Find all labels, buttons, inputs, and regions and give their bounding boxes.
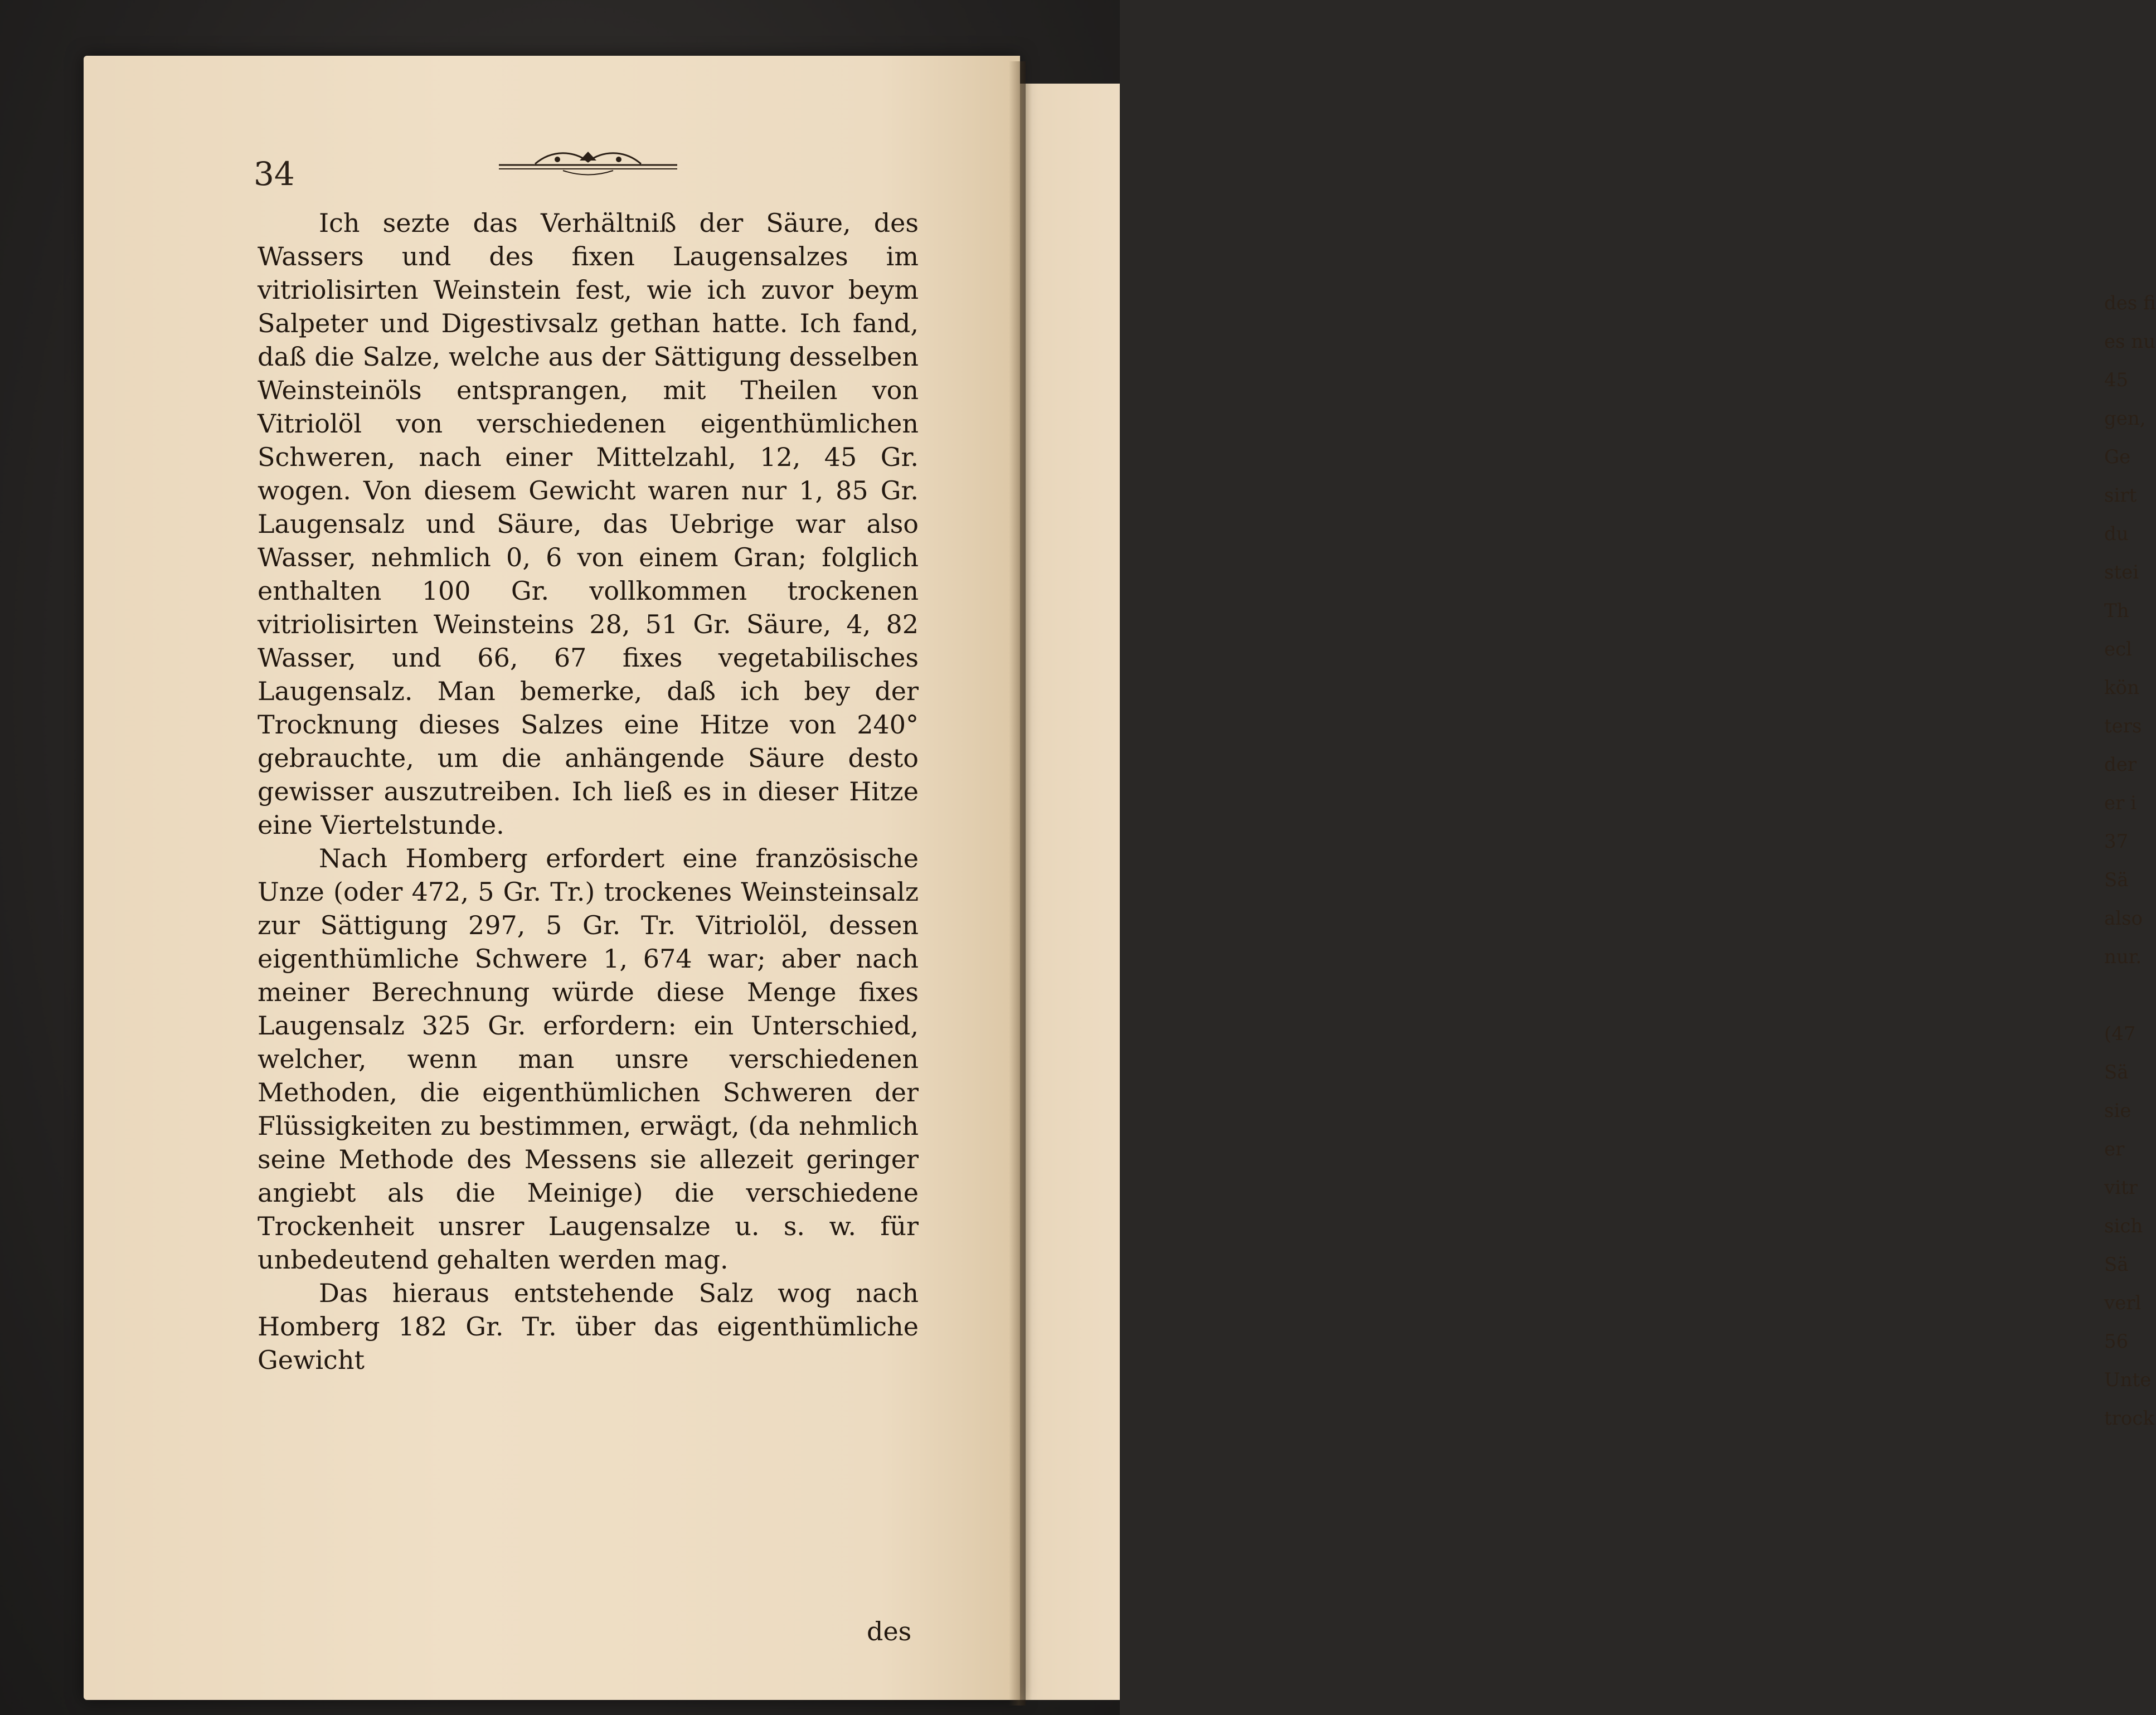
paragraph-2: Nach Homberg erfordert eine französische Unze (oder 472, 5 Gr. Tr.) trockenes Weinsteinsalz zur Sättigung 297, 5 Gr. Tr. Vitriolöl, dessen eigenthümliche Schwere 1, 674 war; aber nach meiner Berechnung würde diese Menge fixes Laugensalz 325 Gr. erfordern: ein Unterschied, welcher, wenn man unsre verschiedenen Methoden, die eigenthümlichen Schweren der Flüssigkeiten zu bestimmen, erwägt, (da nehmlich seine Methode des Messens sie allezeit geringer angiebt als die Meinige) die verschiedene Trockenheit unsrer Laugensalze u. s. w. für unbedeutend gehalten werden mag.: [258, 843, 919, 1275]
body-text: [258, 206, 919, 1377]
facing-page-line: kön: [2104, 677, 2139, 699]
facing-page-line: er: [2104, 1138, 2125, 1160]
facing-page-line: gen,: [2104, 407, 2146, 430]
facing-page-line: 56: [2104, 1330, 2129, 1353]
facing-page-line: des fi: [2104, 292, 2156, 314]
facing-page-line: 45: [2104, 369, 2129, 391]
facing-page-line: [2104, 976, 2140, 1015]
facing-page-line: stei: [2104, 561, 2139, 584]
page-number: 34: [254, 155, 295, 193]
facing-page-line: sirt: [2104, 484, 2137, 507]
facing-page-line: verl: [2104, 1292, 2142, 1314]
facing-page-line: Ge: [2104, 446, 2131, 468]
facing-page-line: Sä: [2104, 869, 2129, 891]
ornament-icon: [496, 144, 680, 177]
paragraph-1: Ich sezte das Verhältniß der Säure, des Wassers und des fixen Laugensalzes im vitriolisirten Weinstein fest, wie ich zuvor beym Salpeter und Digestivsalz gethan hatte. Ich fand, daß die Salze, welche aus der Sättigung desselben Weinsteinöls entsprangen, mit Theilen von Vitriolöl von verschiedenen eigenthümlichen Schweren, nach einer Mittelzahl, 12, 45 Gr. wogen. Von diesem Gewicht waren nur 1, 85 Gr. Laugensalz und Säure, das Uebrige war also Wasser, nehmlich 0, 6 von einem Gran; folglich enthalten 100 Gr. vollkommen trockenen vitriolisirten Weinsteins 28, 51 Gr. Säure, 4, 82 Wasser, und 66, 67 fixes vegetabilisches Laugensalz. Man bemerke, daß ich bey der Trocknung dieses Salzes eine Hitze von 240° gebrauchte, um die anhängende Säure desto gewisser auszutreiben. Ich ließ es in dieser Hitze eine Viertelstunde.: [258, 208, 919, 840]
facing-page-line: (47: [2104, 1023, 2136, 1045]
facing-page-text: [2104, 284, 2156, 1438]
facing-page-line: Sä: [2104, 1061, 2129, 1084]
facing-page-line: der: [2104, 754, 2137, 776]
catchword: des: [867, 1616, 912, 1646]
facing-page-line: nur.: [2104, 946, 2142, 968]
facing-page-line: trock: [2104, 1407, 2155, 1430]
facing-page-line: sich: [2104, 1215, 2143, 1237]
facing-page-line: du: [2104, 523, 2129, 545]
facing-page-line: ters: [2104, 715, 2142, 737]
facing-page-line: vitr: [2104, 1177, 2138, 1199]
paragraph-3: Das hieraus entstehende Salz wog nach Homberg 182 Gr. Tr. über das eigenthümliche Gewicht: [258, 1278, 919, 1375]
facing-page-edge: [1020, 84, 2156, 1700]
facing-page-line: also: [2104, 907, 2143, 930]
facing-page-line: ecl: [2104, 638, 2133, 660]
facing-page-line: 37: [2104, 830, 2129, 853]
facing-page-line: Unte: [2104, 1369, 2152, 1391]
book-gutter: [1009, 61, 1026, 1706]
facing-page-line: er i: [2104, 792, 2137, 814]
facing-page-line: Sä: [2104, 1254, 2129, 1276]
facing-page-line: es nu: [2104, 331, 2156, 353]
facing-page-line: Th: [2104, 600, 2129, 622]
facing-page-line: sie: [2104, 1100, 2131, 1122]
